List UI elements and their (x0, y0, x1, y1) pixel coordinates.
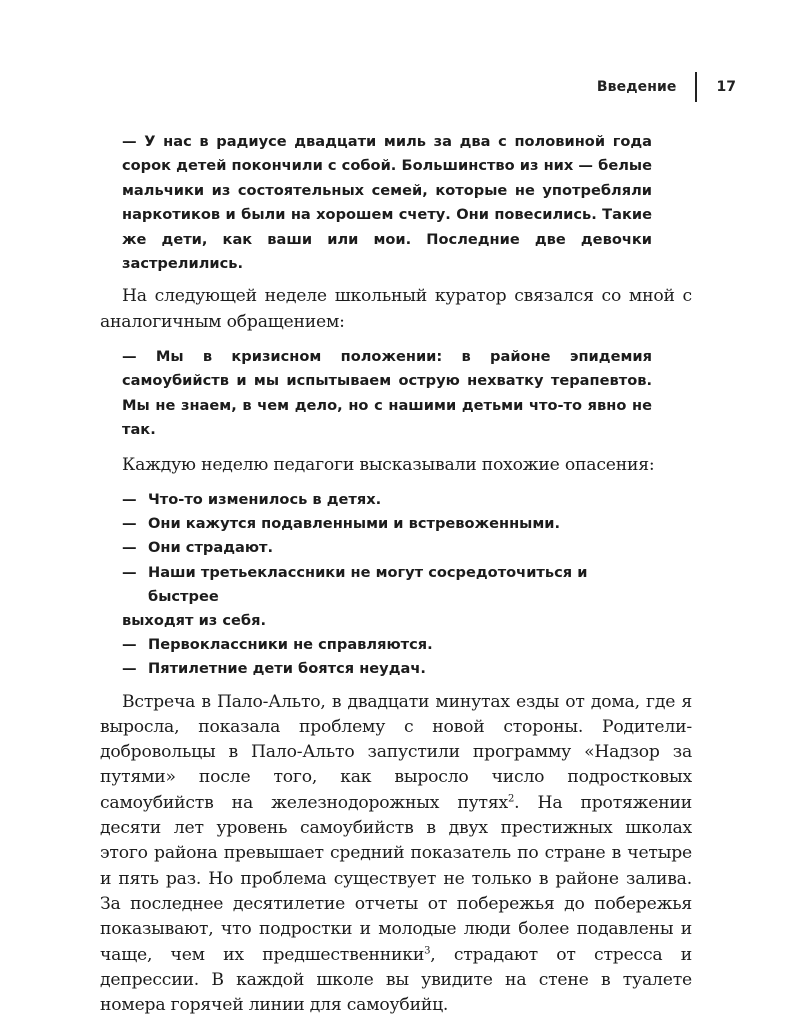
list-item-continuation: выходят из себя. (122, 611, 267, 629)
dash-bullet: — (122, 563, 137, 581)
paragraph-1: На следующей неделе школьный куратор связался со мной с аналогичным обращением: (100, 286, 692, 332)
list-item: — Пятилетние дети боятся неудач. (122, 657, 652, 681)
paragraph-2: Каждую неделю педагоги высказывали похожие опасения: (122, 454, 655, 475)
dash-bullet: — (122, 660, 137, 678)
footnote-ref[interactable]: 2 (508, 793, 515, 805)
list-item: — Они кажутся подавленными и встревоженными. (122, 512, 652, 536)
header-divider (695, 72, 697, 102)
dash-bullet: — (122, 539, 137, 557)
quote-block-2: — Мы в кризисном положении: в районе эпидемия самоубийств и мы испытываем острую нехватку терапевтов. Мы не знаем, в чем дело, но с нашими детьми что-то явно не так. (122, 348, 652, 439)
footnote-ref[interactable]: 3 (424, 944, 431, 956)
dash-bullet: — (122, 515, 137, 533)
list-item: — Они страдают. (122, 536, 652, 560)
page-number: 17 (716, 79, 736, 95)
section-title: Введение (596, 79, 677, 95)
running-header (597, 72, 736, 102)
dash-bullet: — (122, 636, 137, 654)
list-item: — Наши третьеклассники не могут сосредоточиться и быстрее выходят из себя. (122, 561, 652, 634)
concerns-list (122, 488, 652, 682)
list-item: — Что-то изменилось в детях. (122, 488, 652, 512)
dash-bullet: — (122, 490, 137, 508)
paragraph-3: Встреча в Пало-Альто, в двадцати минутах езды от дома, где я выросла, показала проблему с новой стороны. Родители-добровольцы в Пало-Альто запустили программу «Надзор за путями» после того, как выросло число подростковых самоубийств на железнодорожных путях$^2$. На протяжении десяти лет уровень самоубийств в двух престижных школах этого района превышает средний показатель по стране в четыре и пять раз. Но проблема существует не только в районе залива. За последнее десятилетие отчеты от побережья до побережья показывают, что подростки и молодые люди более подавлены и чаще, чем их предшественники$^3$, страдают от стресса и депрессии. В каждой школе вы увидите на стене в туалете номера горячей линии для самоубийц. (100, 691, 692, 1016)
page-body (100, 130, 692, 1018)
quote-block-1: — У нас в радиусе двадцати миль за два с половиной года сорок детей покончили с собой. Большинство из них — белые мальчики из состоятельных семей, которые не употребляли наркотиков и были на хорошем счету. Они повесились. Такие же дети, как ваши или мои. Последние две девочки застрелились. (122, 133, 652, 273)
list-item: — Первоклассники не справляются. (122, 633, 652, 657)
